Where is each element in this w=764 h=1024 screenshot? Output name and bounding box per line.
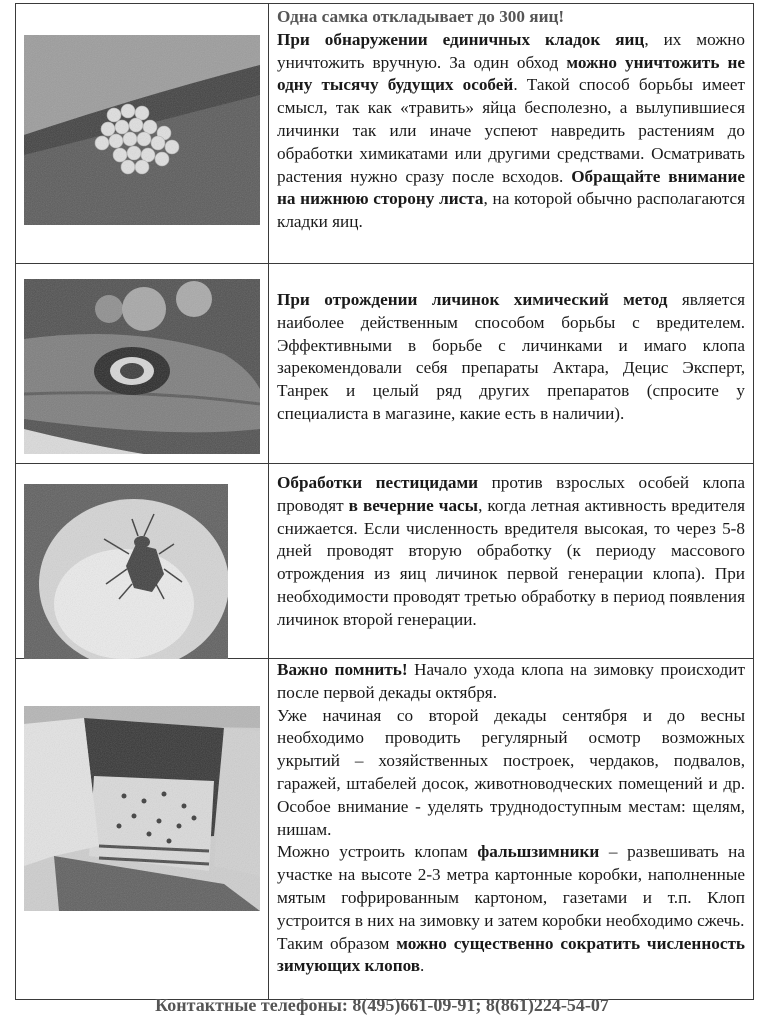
text: является наиболее действенным способом борьбы с вредителем. Эффективными в борьбе с личинками и имаго клопа зарекомендовали себя препараты Актара, Децис Эксперт, Танрек и целый ряд других препаратов (спросите у специалиста в магазине, какие есть в наличии). (277, 290, 745, 423)
bold-text: Обращайте внимание на нижнюю сторону листа (277, 166, 745, 209)
image-cell (16, 659, 269, 999)
table-row (16, 264, 753, 464)
nymphs-on-leaf-photo (24, 279, 260, 454)
cardboard-box-trap-photo (24, 706, 260, 911)
text: против взрослых особей клопа проводят (277, 473, 745, 515)
image-cell (16, 264, 269, 463)
adult-bug-photo (24, 484, 228, 659)
text: . (420, 956, 425, 976)
row-4-paragraph-3 (277, 841, 745, 932)
info-table (15, 3, 754, 1000)
bold-text: При обнаружении единичных кладок яиц (277, 29, 645, 49)
text: Таким образом (277, 933, 397, 953)
text: – развешивать на участке на высоте 2-3 метра картонные коробки, наполненные мятым гофрированным картоном, газетами и т.п. Клоп устроится в них на зимовку и затем коробки необходимо сжечь. (277, 842, 746, 930)
text: Можно устроить клопам (277, 842, 478, 862)
egg-cluster-photo (24, 35, 260, 225)
table-row (16, 464, 753, 659)
row-2-text (277, 289, 745, 426)
bold-text: можно уничтожить не одну тысячу будущих особей (277, 52, 745, 95)
text-cell (269, 4, 753, 263)
bold-text: в вечерние часы (348, 495, 479, 515)
text: Начало ухода клопа на зимовку происходит после первой декады октября. (277, 660, 745, 702)
bold-text: можно существенно сократить численность зимующих клопов (277, 933, 745, 976)
row-1-text (277, 29, 745, 234)
text-cell (269, 264, 753, 463)
row-3-text (277, 472, 745, 632)
text-cell (269, 464, 753, 658)
row-4-paragraph-4 (277, 933, 745, 979)
contact-phones: Контактные телефоны: 8(495)661-09-91; 8(861)224-54-07 (155, 995, 609, 1015)
image-cell (16, 464, 269, 658)
text-cell (269, 659, 753, 999)
row-4-paragraph-2 (277, 705, 745, 842)
bold-text: Обработки пестицидами (277, 473, 479, 492)
text: , их можно уничтожить вручную. За один обход (277, 29, 745, 72)
bold-text: фальшзимники (477, 842, 600, 862)
text: Уже начиная со второй декады сентября и до весны необходимо проводить регулярный осмотр возможных укрытий – хозяйственных построек, чердаков, подвалов, гаражей, штабелей досок, животноводческих помещений и др. Особое внимание - уделять труднодоступным местам: щелям, нишам. (277, 705, 745, 839)
bold-text: Важно помнить! (277, 660, 408, 679)
table-row (16, 4, 753, 264)
text: . Такой способ борьбы имеет смысл, так как «травить» яйца бесполезно, а вылупившиеся личинки так или иначе успеют навредить растениям до обработки химикатами или другими средствами. Осматривать растения нужно сразу после всходов. (277, 75, 745, 186)
row-4-paragraph-1 (277, 659, 745, 705)
row-1-title: Одна самка откладывает до 300 яиц! (277, 7, 565, 26)
bold-text: При отрождении личинок химический метод (277, 290, 668, 309)
text: , когда летная активность вредителя снижается. Если численность вредителя высокая, то через 5-8 дней проводят вторую обработку (к периоду массового отрождения из яиц личинок первой генерации клопа). При необходимости проводят третью обработку в период появления личинок второй генерации. (277, 495, 745, 629)
text: , на которой обычно располагаются кладки яиц. (277, 189, 745, 232)
table-row (16, 659, 753, 999)
image-cell (16, 4, 269, 263)
